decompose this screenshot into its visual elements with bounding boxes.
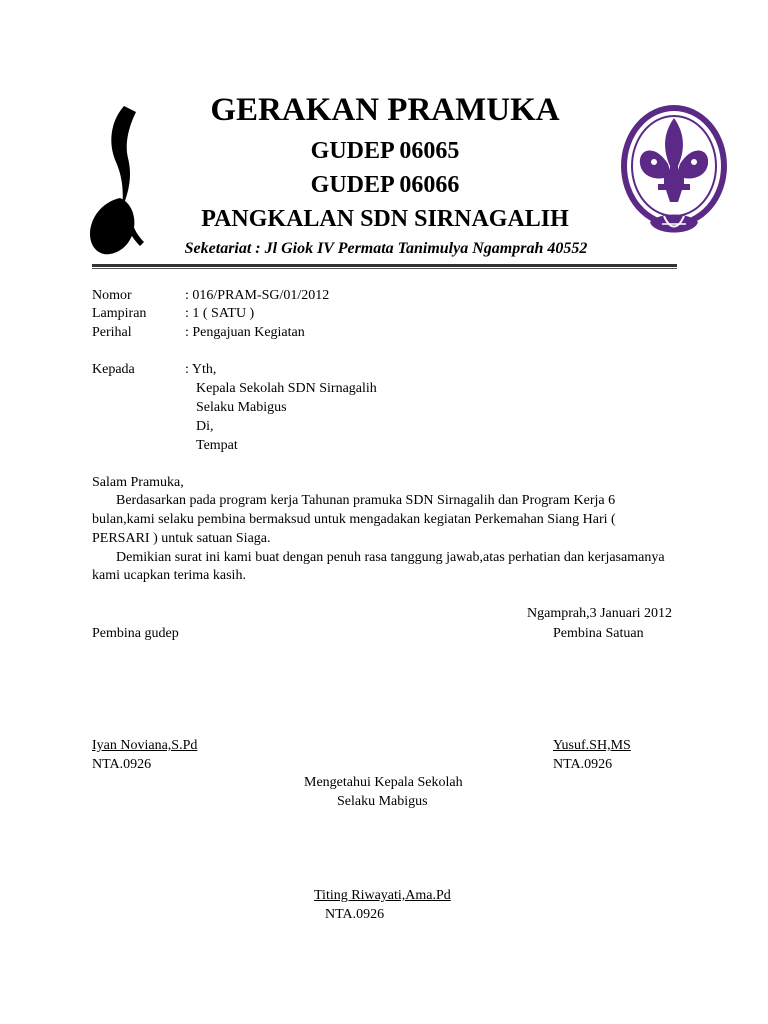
nomor-value: : 016/PRAM-SG/01/2012 (185, 288, 330, 303)
right-signer-nta: NTA.0926 (553, 757, 613, 772)
perihal-label: Perihal (92, 325, 132, 340)
world-scout-emblem-icon (620, 104, 732, 258)
greeting: Salam Pramuka, (92, 475, 184, 490)
recipient-line-1: Kepala Sekolah SDN Sirnagalih (196, 381, 377, 396)
kepada-yth: : Yth, (185, 362, 217, 377)
paragraph-1-line-1: Berdasarkan pada program kerja Tahunan pramuka SDN Sirnagalih dan Program Kerja 6 (116, 493, 616, 508)
paragraph-1-line-2: bulan,kami selaku pembina bermaksud untuk mengadakan kegiatan Perkemahan Siang Hari ( (92, 512, 616, 527)
head-signer-name: Titing Riwayati,Ama.Pd (314, 888, 451, 903)
recipient-line-2: Selaku Mabigus (196, 400, 287, 415)
gudep-number-2: GUDEP 06066 (310, 172, 460, 198)
header-divider (92, 264, 677, 267)
tunas-kelapa-logo-icon (84, 104, 156, 258)
secretariat-address: Seketariat : Jl Giok IV Permata Tanimulya Ngamprah 40552 (184, 240, 588, 257)
nomor-label: Nomor (92, 288, 132, 303)
left-signer-name: Iyan Noviana,S.Pd (92, 738, 198, 753)
paragraph-2-line-2: kami ucapkan terima kasih. (92, 568, 246, 583)
left-signer-role: Pembina gudep (92, 626, 179, 641)
head-signer-nta: NTA.0926 (325, 907, 385, 922)
lampiran-value: : 1 ( SATU ) (185, 306, 255, 321)
right-signer-name: Yusuf.SH,MS (553, 738, 631, 753)
kepada-label: Kepada (92, 362, 135, 377)
approval-line-1: Mengetahui Kepala Sekolah (304, 775, 463, 790)
paragraph-2-line-1: Demikian surat ini kami buat dengan penuh rasa tanggung jawab,atas perhatian dan kerjasamanya (116, 550, 665, 565)
header-divider-thin (92, 268, 677, 269)
lampiran-label: Lampiran (92, 306, 147, 321)
perihal-value: : Pengajuan Kegiatan (185, 325, 305, 340)
left-signer-nta: NTA.0926 (92, 757, 152, 772)
paragraph-1-line-3: PERSARI ) untuk satuan Siaga. (92, 531, 271, 546)
place-date: Ngamprah,3 Januari 2012 (527, 606, 673, 621)
base-name: PANGKALAN SDN SIRNAGALIH (201, 206, 569, 232)
recipient-line-3: Di, (196, 419, 214, 434)
org-title: GERAKAN PRAMUKA (210, 92, 560, 128)
gudep-number-1: GUDEP 06065 (310, 138, 460, 164)
approval-line-2: Selaku Mabigus (337, 794, 428, 809)
recipient-line-4: Tempat (196, 438, 238, 453)
right-signer-role: Pembina Satuan (553, 626, 644, 641)
